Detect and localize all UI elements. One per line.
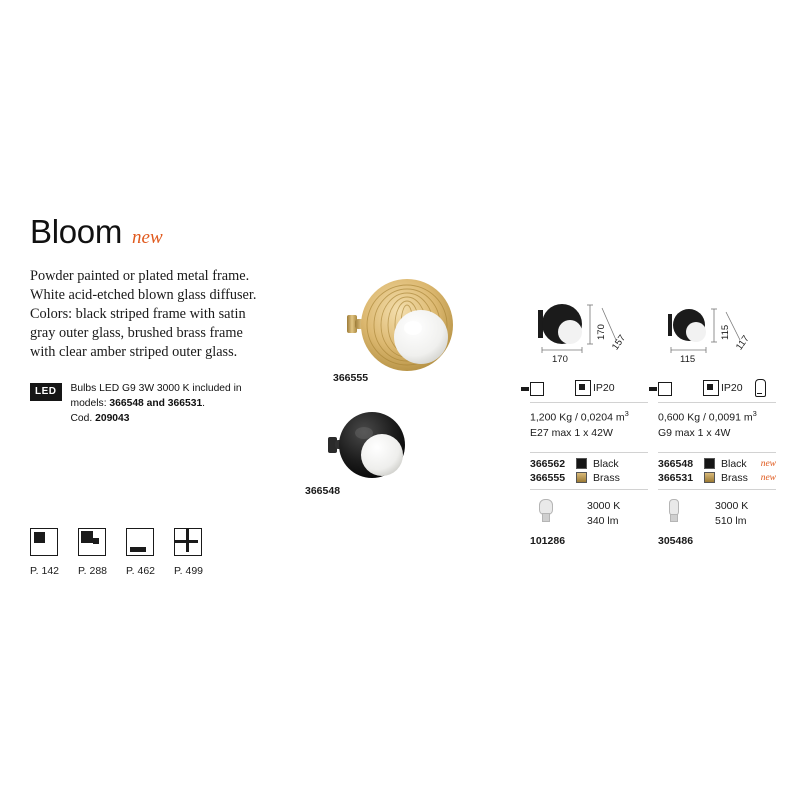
lamp-specs <box>587 499 620 529</box>
led-note-models: 366548 and 366531 <box>109 397 203 409</box>
lamp-kelvin: 3000 K <box>587 499 621 512</box>
lamp-code: 305486 <box>658 534 694 547</box>
rating-icon-row-small <box>658 376 776 403</box>
dimension-diagram-icon <box>530 300 648 372</box>
new-tag: new <box>760 458 776 469</box>
spec-panel-small <box>658 300 776 545</box>
photo-code-366548: 366548 <box>305 485 341 497</box>
dim-height-label: 170 <box>596 324 607 340</box>
bulb-included-icon <box>755 379 766 397</box>
lamp-lumen: 510 lm <box>715 515 747 528</box>
page-ref-item[interactable] <box>30 528 78 577</box>
dim-depth-label: 157 <box>610 333 629 353</box>
spec-panel-large <box>530 300 648 545</box>
page-ref-label: P. 499 <box>174 565 204 577</box>
dimension-drawing-large <box>530 300 648 372</box>
new-tag: new <box>760 472 776 483</box>
socket-label: E27 max 1 x 42W <box>530 426 613 439</box>
product-photo-366555 <box>345 275 475 385</box>
dimension-drawing-small <box>658 300 776 372</box>
weight-and-socket-small <box>658 403 776 441</box>
lamp-lumen: 340 lm <box>587 515 619 528</box>
page-ref-item[interactable] <box>126 528 174 577</box>
weight-exponent: 3 <box>624 409 629 418</box>
socket-label: G9 max 1 x 4W <box>658 426 731 439</box>
wall-mount-icon <box>658 382 672 396</box>
ip-rating-icon <box>703 380 719 396</box>
dim-height-label: 115 <box>720 324 731 340</box>
dim-width-label: 170 <box>552 354 568 365</box>
product-description: Powder painted or plated metal frame. White acid-etched blown glass diffuser. Colors: black striped frame with satin gray outer glass, brushed brass frame with clear amber striped outer glass. <box>30 268 257 360</box>
rating-icon-row-large <box>530 376 648 403</box>
led-note-text: Bulbs LED G9 3W 3000 K included in models: 366548 and 366531. Cod. 209043 <box>70 383 242 424</box>
page-reference-list <box>30 528 222 577</box>
led-note-line2-prefix: models: <box>70 397 110 409</box>
ip-rating-label: IP20 <box>721 382 743 394</box>
lamp-block-large <box>530 499 648 545</box>
wall-corner-icon <box>78 528 106 556</box>
weight-label <box>530 409 648 426</box>
dim-width-label: 115 <box>680 354 696 365</box>
lamp-block-small <box>658 499 776 545</box>
color-name: Brass <box>721 471 748 484</box>
ip-rating-icon <box>575 380 591 396</box>
color-name: Black <box>593 457 619 470</box>
title-row <box>30 215 280 249</box>
table-row[interactable] <box>658 457 776 471</box>
led-note-cod: 209043 <box>95 412 130 424</box>
product-photo-366548 <box>320 405 430 495</box>
product-info-block <box>30 215 280 427</box>
dim-depth-label: 117 <box>734 333 752 353</box>
color-swatch-black-icon <box>704 458 715 469</box>
weight-value: 1,200 Kg / 0,0204 m <box>530 411 625 424</box>
weight-and-socket-large <box>530 403 648 441</box>
cross-mount-icon <box>174 528 202 556</box>
weight-value: 0,600 Kg / 0,0091 m <box>658 411 753 424</box>
lamp-code: 101286 <box>530 534 566 547</box>
led-note <box>30 382 280 427</box>
codes-table-large <box>530 452 648 490</box>
page-title: Bloom <box>30 213 123 250</box>
page-ref-item[interactable] <box>78 528 126 577</box>
code-number: 366548 <box>658 457 694 470</box>
code-number: 366531 <box>658 471 694 484</box>
color-name: Black <box>721 457 747 470</box>
e27-bulb-icon <box>538 499 552 521</box>
g9-bulb-icon <box>666 499 680 521</box>
code-number: 366562 <box>530 457 566 470</box>
lamp-kelvin: 3000 K <box>715 499 749 512</box>
new-badge: new <box>132 227 163 248</box>
table-row[interactable] <box>658 471 776 485</box>
table-row[interactable] <box>530 471 648 485</box>
page-ref-label: P. 142 <box>30 565 60 577</box>
photo-code-366555: 366555 <box>333 372 369 384</box>
code-number: 366555 <box>530 471 566 484</box>
ceiling-bar-icon <box>126 528 154 556</box>
weight-exponent: 3 <box>752 409 757 418</box>
page-ref-label: P. 462 <box>126 565 156 577</box>
led-badge: LED <box>30 383 62 401</box>
codes-table-small <box>658 452 776 490</box>
lamp-specs <box>715 499 748 529</box>
wall-mount-icon <box>30 528 58 556</box>
ip-rating-label: IP20 <box>593 382 615 394</box>
page-ref-label: P. 288 <box>78 565 108 577</box>
led-note-line1: Bulbs LED G9 3W 3000 K included in <box>70 383 242 394</box>
color-swatch-black-icon <box>576 458 587 469</box>
led-note-cod-label: Cod. <box>70 412 96 424</box>
table-row[interactable] <box>530 457 648 471</box>
dimension-diagram-icon <box>658 300 776 372</box>
color-swatch-brass-icon <box>704 472 715 483</box>
page-ref-item[interactable] <box>174 528 222 577</box>
weight-label <box>658 409 776 426</box>
wall-mount-icon <box>530 382 544 396</box>
color-swatch-brass-icon <box>576 472 587 483</box>
color-name: Brass <box>593 471 620 484</box>
